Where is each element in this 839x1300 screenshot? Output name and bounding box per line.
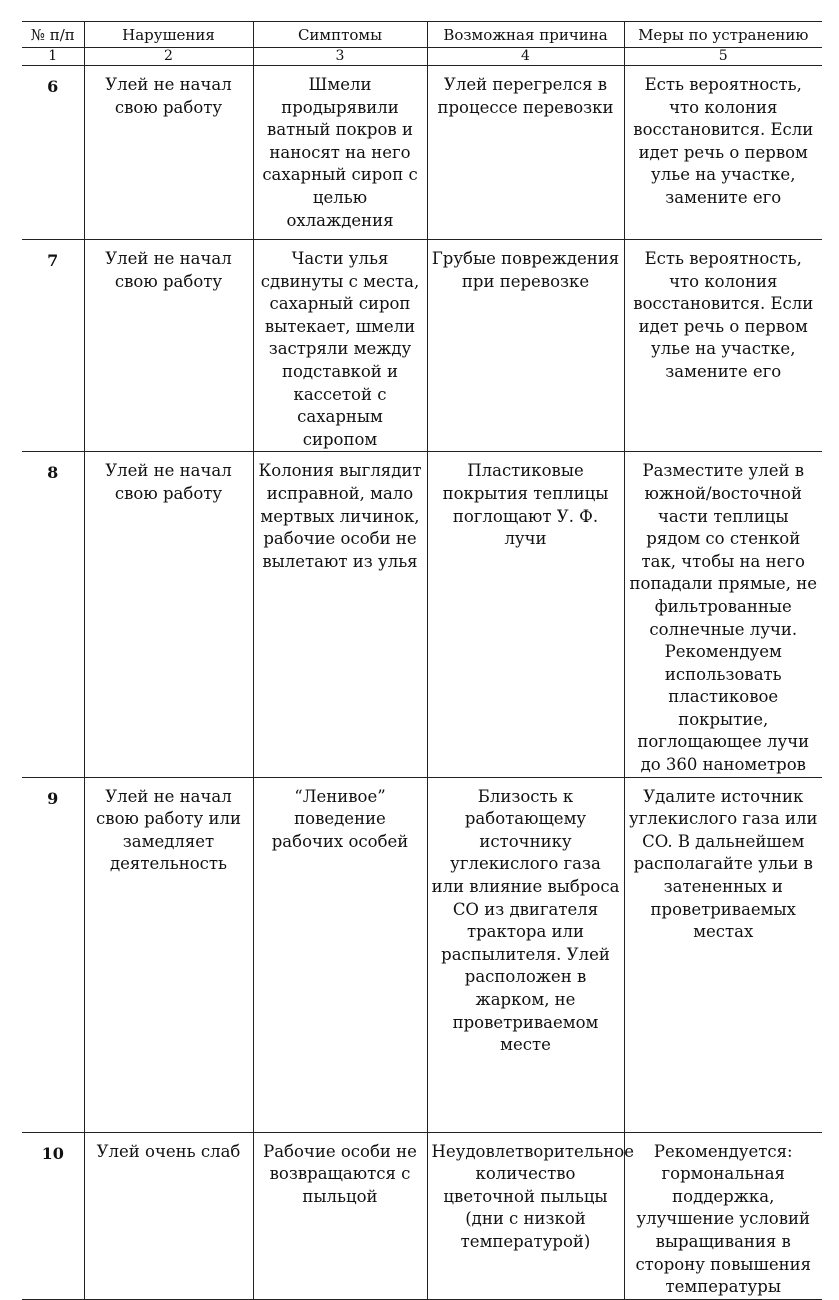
- table-row: [22, 240, 822, 452]
- column-number: 4: [427, 48, 624, 66]
- column-number-row: [22, 48, 822, 66]
- header-row: [22, 22, 822, 48]
- row-number: 8: [22, 452, 84, 777]
- cause-cell: Близость к работающему источнику углекислого газа или влияние выброса CO из двигателя трактора или распылителя. Улей расположен в жарком, не проветриваемом месте: [427, 777, 624, 1132]
- troubleshooting-table: [22, 21, 822, 1300]
- symptoms-cell: Рабочие особи не возвращаются с пыльцой: [253, 1132, 427, 1299]
- symptoms-cell: Части улья сдвинуты с места, сахарный сироп вытекает, шмели застряли между подставкой и кассетой с сахарным сиропом: [253, 240, 427, 452]
- cause-cell: Неудовлетворительное количество цветочной пыльцы (дни с низкой температурой): [427, 1132, 624, 1299]
- row-number: 7: [22, 240, 84, 452]
- row-number: 10: [22, 1132, 84, 1299]
- column-number: 1: [22, 48, 84, 66]
- symptoms-cell: Шмели продырявили ватный покров и наносят на него сахарный сироп с целью охлаждения: [253, 66, 427, 240]
- violation-cell: Улей не начал свою работу: [84, 240, 253, 452]
- measures-cell: Есть вероятность, что колония восстановится. Если идет речь о первом улье на участке, замените его: [624, 240, 822, 452]
- column-number: 5: [624, 48, 822, 66]
- column-number: 3: [253, 48, 427, 66]
- row-number: 6: [22, 66, 84, 240]
- column-number: 2: [84, 48, 253, 66]
- cause-cell: Грубые повреждения при перевозке: [427, 240, 624, 452]
- symptoms-cell: “Ленивое” поведение рабочих особей: [253, 777, 427, 1132]
- header-number: № п/п: [22, 22, 84, 48]
- measures-cell: Разместите улей в южной/восточной части теплицы рядом со стенкой так, чтобы на него попадали прямые, не фильтрованные солнечные лучи. Рекомендуем использовать пластиковое покрытие, поглощающее лучи до 360 нанометров: [624, 452, 822, 777]
- violation-cell: Улей не начал свою работу или замедляет деятельность: [84, 777, 253, 1132]
- violation-cell: Улей очень слаб: [84, 1132, 253, 1299]
- table-row: [22, 66, 822, 240]
- violation-cell: Улей не начал свою работу: [84, 452, 253, 777]
- table-row: [22, 777, 822, 1132]
- header-cause: Возможная причина: [427, 22, 624, 48]
- header-violations: Нарушения: [84, 22, 253, 48]
- header-symptoms: Симптомы: [253, 22, 427, 48]
- violation-cell: Улей не начал свою работу: [84, 66, 253, 240]
- table-row: [22, 452, 822, 777]
- measures-cell: Рекомендуется: гормональная поддержка, улучшение условий выращивания в сторону повышения температуры: [624, 1132, 822, 1299]
- header-measures: Меры по устранению: [624, 22, 822, 48]
- cause-cell: Улей перегрелся в процессе перевозки: [427, 66, 624, 240]
- row-number: 9: [22, 777, 84, 1132]
- table-row: [22, 1132, 822, 1299]
- cause-cell: Пластиковые покрытия теплицы поглощают У. Ф. лучи: [427, 452, 624, 777]
- measures-cell: Есть вероятность, что колония восстановится. Если идет речь о первом улье на участке, замените его: [624, 66, 822, 240]
- measures-cell: Удалите источник углекислого газа или CO. В дальнейшем располагайте ульи в затененных и проветриваемых местах: [624, 777, 822, 1132]
- symptoms-cell: Колония выглядит исправной, мало мертвых личинок, рабочие особи не вылетают из улья: [253, 452, 427, 777]
